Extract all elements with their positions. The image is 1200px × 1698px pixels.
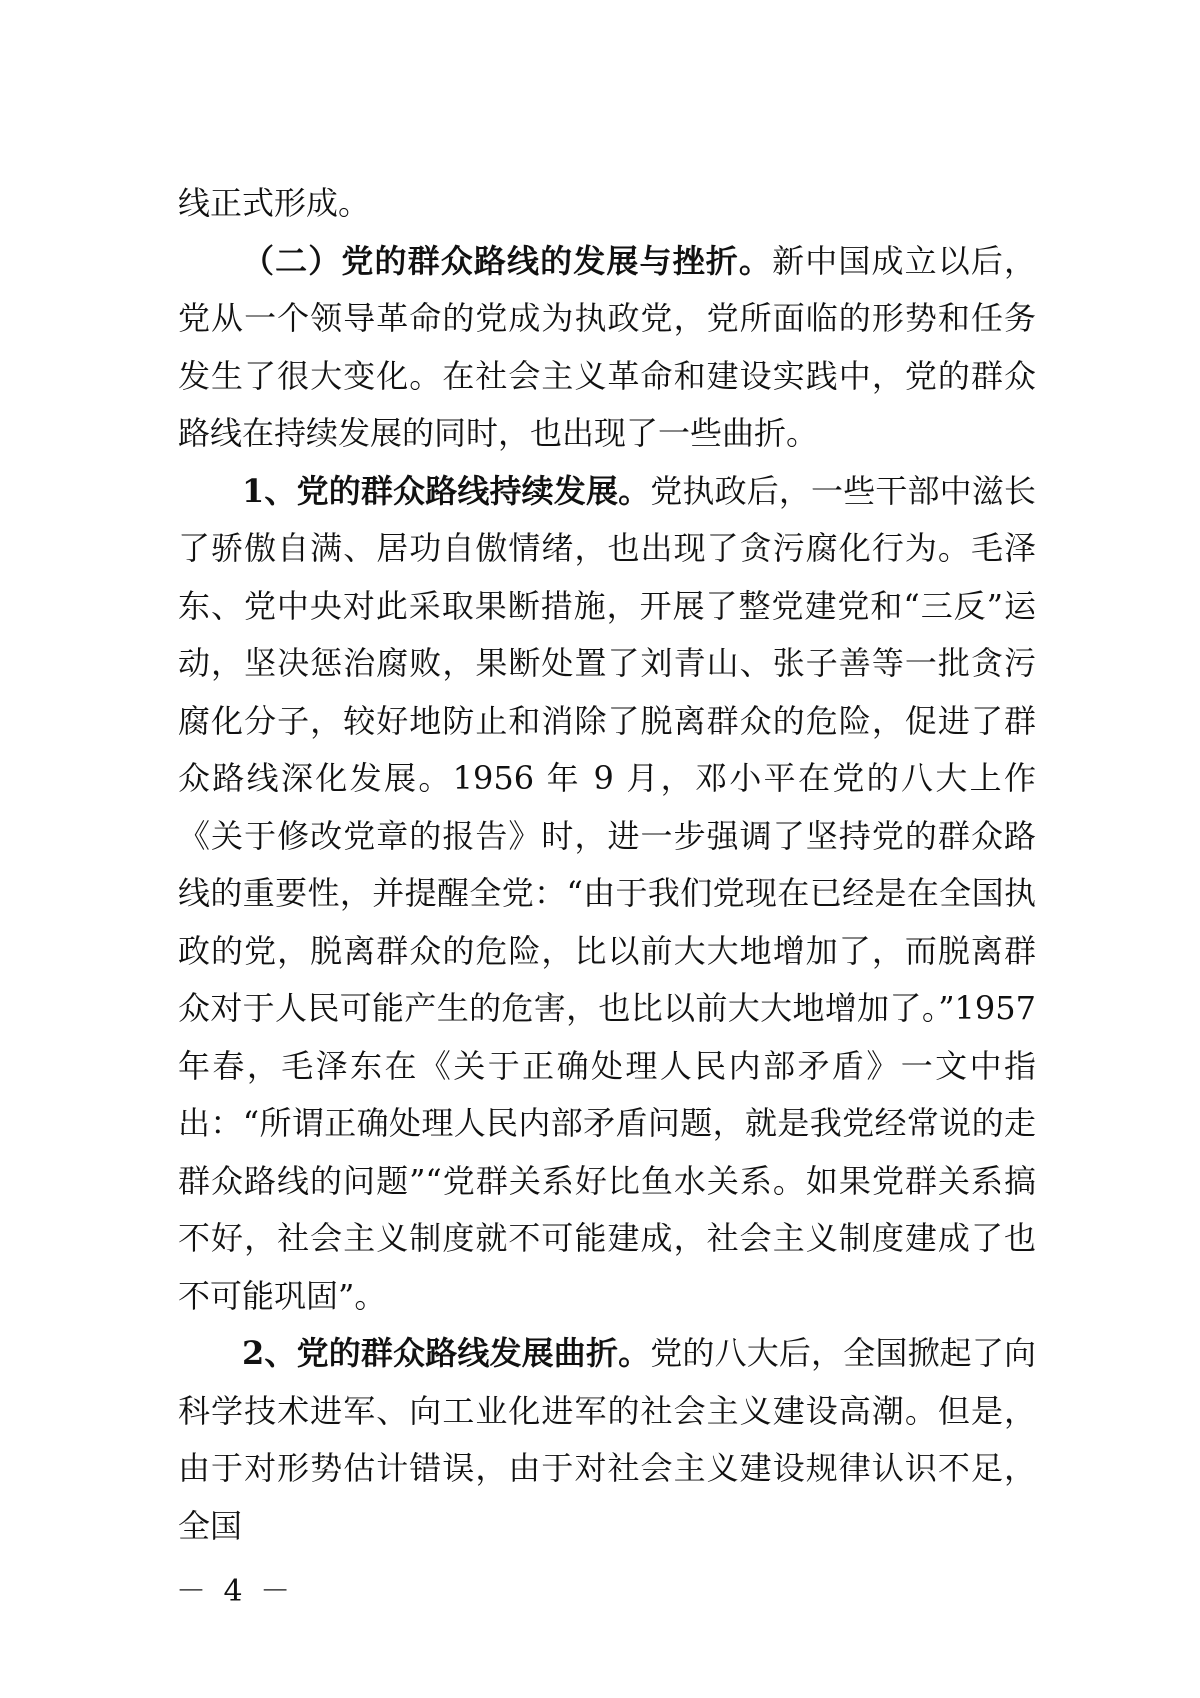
paragraph-text: 线正式形成。 (178, 184, 371, 222)
section-heading: （二）党的群众路线的发展与挫折。 (242, 241, 773, 280)
paragraph-text: 党执政后，一些干部中滋长了骄傲自满、居功自傲情绪，也出现了贪污腐化行为。毛泽东、党中央对此采取果断措施，开展了整党建党和“三反”运动，坚决惩治腐败，果断处置了刘青山、张子善等一批贪污腐化分子，较好地防止和消除了脱离群众的危险，促进了群众路线深化发展。1956 年 9 月，邓小平在党的八大上作《关于修改党章的报告》时，进一步强调了坚持党的群众路线的重要性，并提醒全党：“由于我们党现在已经是在全国执政的党，脱离群众的危险，比以前大大地增加了，而脱离群众对于人民可能产生的危害，也比以前大大地增加了。”1957 年春，毛泽东在《关于正确处理人民内部矛盾》一文中指出：“所谓正确处理人民内部矛盾问题，就是我党经常说的走群众路线的问题”“党群关系好比鱼水关系。如果党群关系搞不好，社会主义制度就不可能建成，社会主义制度建成了也不可能巩固”。 (178, 471, 1036, 1315)
paragraph-section-heading (178, 233, 1036, 463)
document-body (178, 175, 1036, 1555)
page-number: － 4 － (176, 1574, 295, 1609)
paragraph-subsection-2 (178, 1325, 1036, 1555)
paragraph-text: 党的八大后，全国掀起了向科学技术进军、向工业化进军的社会主义建设高潮。但是，由于对形势估计错误，由于对社会主义建设规律认识不足，全国 (178, 1334, 1036, 1545)
subsection-heading: 1、党的群众路线持续发展。 (242, 471, 651, 510)
paragraph-text: 新中国成立以后，党从一个领导革命的党成为执政党，党所面临的形势和任务发生了很大变化。在社会主义革命和建设实践中，党的群众路线在持续发展的同时，也出现了一些曲折。 (178, 241, 1036, 452)
paragraph-continuation (178, 175, 1036, 233)
paragraph-subsection-1 (178, 463, 1036, 1326)
subsection-heading: 2、党的群众路线发展曲折。 (242, 1334, 651, 1372)
